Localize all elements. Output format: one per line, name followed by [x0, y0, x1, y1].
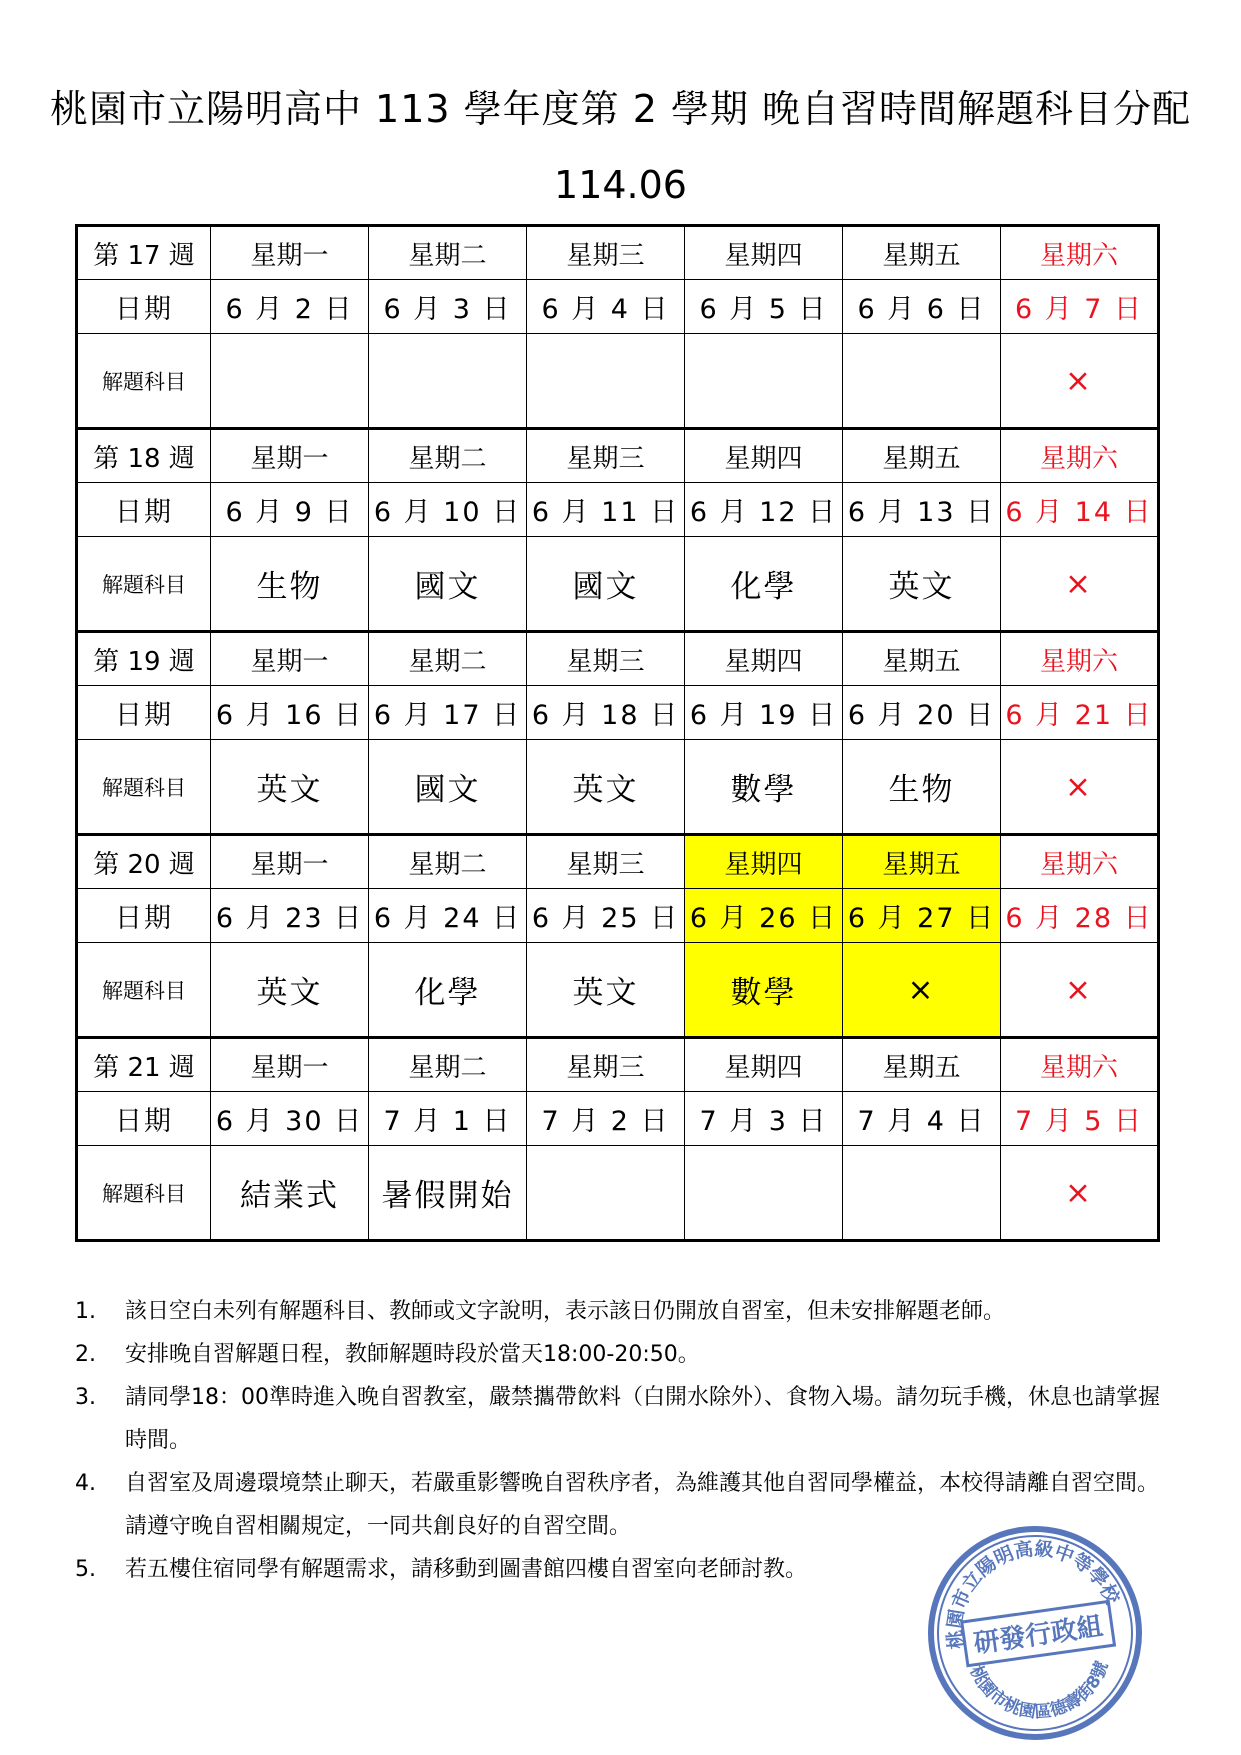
note-text: 該日空白未列有解題科目、教師或文字說明，表示該日仍開放自習室，但未安排解題老師。 — [125, 1299, 1006, 1324]
date-cell-saturday: 6 月 21 日 — [1001, 686, 1159, 740]
date-cell: 6 月 13 日 — [843, 483, 1001, 537]
subject-cell-highlighted: 數學 — [685, 943, 843, 1038]
week-label: 第 18 週 — [77, 429, 211, 483]
subject-cell: 英文 — [527, 740, 685, 835]
note-item — [75, 1376, 1165, 1462]
day-name-sat: 星期六 — [1001, 835, 1159, 889]
day-name-wed: 星期三 — [527, 226, 685, 280]
date-cell: 6 月 20 日 — [843, 686, 1001, 740]
date-label: 日期 — [77, 483, 211, 537]
week-header-row — [77, 632, 1159, 686]
date-cell-saturday: 6 月 7 日 — [1001, 280, 1159, 334]
day-name-mon: 星期一 — [211, 429, 369, 483]
subject-cell — [211, 334, 369, 429]
day-name-sat: 星期六 — [1001, 632, 1159, 686]
note-number: 5. — [75, 1557, 96, 1582]
note-item — [75, 1333, 1165, 1376]
no-session-mark-highlighted: × — [843, 943, 1001, 1038]
subject-row — [77, 334, 1159, 429]
subject-cell: 國文 — [369, 740, 527, 835]
note-number: 2. — [75, 1342, 96, 1367]
stamp-center-text: 研發行政組 — [971, 1611, 1105, 1660]
page-date: 114.06 — [554, 163, 687, 207]
week-label: 第 17 週 — [77, 226, 211, 280]
note-text: 安排晚自習解題日程，教師解題時段於當天18:00-20:50。 — [125, 1342, 700, 1367]
date-cell-saturday: 7 月 5 日 — [1001, 1092, 1159, 1146]
date-cell: 6 月 4 日 — [527, 280, 685, 334]
day-name-sat: 星期六 — [1001, 429, 1159, 483]
date-row — [77, 889, 1159, 943]
subject-label: 解題科目 — [77, 334, 211, 429]
subject-row — [77, 740, 1159, 835]
week-header-row — [77, 1038, 1159, 1092]
day-name-mon: 星期一 — [211, 835, 369, 889]
date-cell: 6 月 12 日 — [685, 483, 843, 537]
day-name-tue: 星期二 — [369, 835, 527, 889]
date-cell: 6 月 10 日 — [369, 483, 527, 537]
day-name-fri: 星期五 — [843, 1038, 1001, 1092]
date-cell: 7 月 2 日 — [527, 1092, 685, 1146]
day-name-thu: 星期四 — [685, 1038, 843, 1092]
date-cell: 6 月 30 日 — [211, 1092, 369, 1146]
date-cell-highlighted: 6 月 27 日 — [843, 889, 1001, 943]
stamp-outer-text: 桃園市立陽明高級中等學校 — [943, 1537, 1124, 1651]
day-name-mon: 星期一 — [211, 1038, 369, 1092]
day-name-fri: 星期五 — [843, 429, 1001, 483]
note-number: 4. — [75, 1471, 96, 1496]
subject-cell: 英文 — [527, 943, 685, 1038]
date-cell: 6 月 5 日 — [685, 280, 843, 334]
day-name-thu-highlighted: 星期四 — [685, 835, 843, 889]
subject-cell: 英文 — [211, 943, 369, 1038]
date-cell: 6 月 25 日 — [527, 889, 685, 943]
date-cell-highlighted: 6 月 26 日 — [685, 889, 843, 943]
date-cell: 6 月 2 日 — [211, 280, 369, 334]
day-name-tue: 星期二 — [369, 632, 527, 686]
subject-label: 解題科目 — [77, 740, 211, 835]
day-name-wed: 星期三 — [527, 632, 685, 686]
subject-row — [77, 537, 1159, 632]
note-number: 3. — [75, 1385, 96, 1410]
date-cell-saturday: 6 月 14 日 — [1001, 483, 1159, 537]
note-text: 若五樓住宿同學有解題需求，請移動到圖書館四樓自習室向老師討教。 — [125, 1557, 808, 1582]
day-name-fri: 星期五 — [843, 632, 1001, 686]
subject-cell: 國文 — [527, 537, 685, 632]
subject-label: 解題科目 — [77, 943, 211, 1038]
subject-cell: 生物 — [843, 740, 1001, 835]
day-name-wed: 星期三 — [527, 835, 685, 889]
subject-cell: 結業式 — [211, 1146, 369, 1241]
day-name-sat: 星期六 — [1001, 226, 1159, 280]
date-row — [77, 686, 1159, 740]
subject-cell: 化學 — [685, 537, 843, 632]
no-session-mark: × — [1001, 537, 1159, 632]
date-cell: 6 月 11 日 — [527, 483, 685, 537]
subject-cell — [843, 1146, 1001, 1241]
note-text: 請同學18：00準時進入晚自習教室，嚴禁攜帶飲料（白開水除外）、食物入場。請勿玩手機，休息也請掌握時間。 — [125, 1385, 1160, 1453]
stamp-address-text: 桃園市桃園區德壽街8號 — [965, 1658, 1113, 1723]
subject-cell: 英文 — [211, 740, 369, 835]
subject-cell — [843, 334, 1001, 429]
day-name-wed: 星期三 — [527, 429, 685, 483]
week-header-row — [77, 226, 1159, 280]
day-name-mon: 星期一 — [211, 226, 369, 280]
week-header-row — [77, 835, 1159, 889]
day-name-thu: 星期四 — [685, 632, 843, 686]
day-name-wed: 星期三 — [527, 1038, 685, 1092]
day-name-mon: 星期一 — [211, 632, 369, 686]
week-label: 第 20 週 — [77, 835, 211, 889]
note-number: 1. — [75, 1299, 96, 1324]
note-item — [75, 1290, 1165, 1333]
subject-cell: 數學 — [685, 740, 843, 835]
date-cell: 7 月 1 日 — [369, 1092, 527, 1146]
date-cell: 6 月 18 日 — [527, 686, 685, 740]
date-row — [77, 483, 1159, 537]
date-label: 日期 — [77, 1092, 211, 1146]
subject-row — [77, 1146, 1159, 1241]
day-name-tue: 星期二 — [369, 1038, 527, 1092]
date-label: 日期 — [77, 686, 211, 740]
subject-row — [77, 943, 1159, 1038]
day-name-fri: 星期五 — [843, 226, 1001, 280]
subject-cell — [527, 1146, 685, 1241]
date-cell: 6 月 9 日 — [211, 483, 369, 537]
date-cell: 6 月 3 日 — [369, 280, 527, 334]
no-session-mark: × — [1001, 740, 1159, 835]
page-title: 桃園市立陽明高中 113 學年度第 2 學期 晚自習時間解題科目分配 — [49, 87, 1192, 131]
week-label: 第 19 週 — [77, 632, 211, 686]
subject-cell: 英文 — [843, 537, 1001, 632]
date-cell: 6 月 19 日 — [685, 686, 843, 740]
date-cell: 6 月 17 日 — [369, 686, 527, 740]
date-cell: 6 月 24 日 — [369, 889, 527, 943]
date-cell: 7 月 3 日 — [685, 1092, 843, 1146]
note-text: 自習室及周邊環境禁止聊天，若嚴重影響晚自習秩序者，為維護其他自習同學權益，本校得請離自習空間。請遵守晚自習相關規定，一同共創良好的自習空間。 — [125, 1471, 1160, 1539]
day-name-sat: 星期六 — [1001, 1038, 1159, 1092]
subject-cell — [369, 334, 527, 429]
date-cell: 6 月 23 日 — [211, 889, 369, 943]
subject-cell: 生物 — [211, 537, 369, 632]
day-name-fri-highlighted: 星期五 — [843, 835, 1001, 889]
subject-label: 解題科目 — [77, 537, 211, 632]
subject-cell — [685, 1146, 843, 1241]
date-cell-saturday: 6 月 28 日 — [1001, 889, 1159, 943]
week-label: 第 21 週 — [77, 1038, 211, 1092]
date-cell: 7 月 4 日 — [843, 1092, 1001, 1146]
subject-label: 解題科目 — [77, 1146, 211, 1241]
subject-cell: 國文 — [369, 537, 527, 632]
schedule-table — [75, 224, 1160, 1242]
date-cell: 6 月 16 日 — [211, 686, 369, 740]
date-label: 日期 — [77, 889, 211, 943]
date-row — [77, 280, 1159, 334]
week-header-row — [77, 429, 1159, 483]
date-cell: 6 月 6 日 — [843, 280, 1001, 334]
day-name-tue: 星期二 — [369, 429, 527, 483]
day-name-tue: 星期二 — [369, 226, 527, 280]
official-seal-stamp — [922, 1520, 1148, 1746]
date-row — [77, 1092, 1159, 1146]
no-session-mark: × — [1001, 943, 1159, 1038]
date-label: 日期 — [77, 280, 211, 334]
no-session-mark: × — [1001, 1146, 1159, 1241]
day-name-thu: 星期四 — [685, 429, 843, 483]
subject-cell — [685, 334, 843, 429]
subject-cell — [527, 334, 685, 429]
day-name-thu: 星期四 — [685, 226, 843, 280]
no-session-mark: × — [1001, 334, 1159, 429]
subject-cell: 暑假開始 — [369, 1146, 527, 1241]
subject-cell: 化學 — [369, 943, 527, 1038]
